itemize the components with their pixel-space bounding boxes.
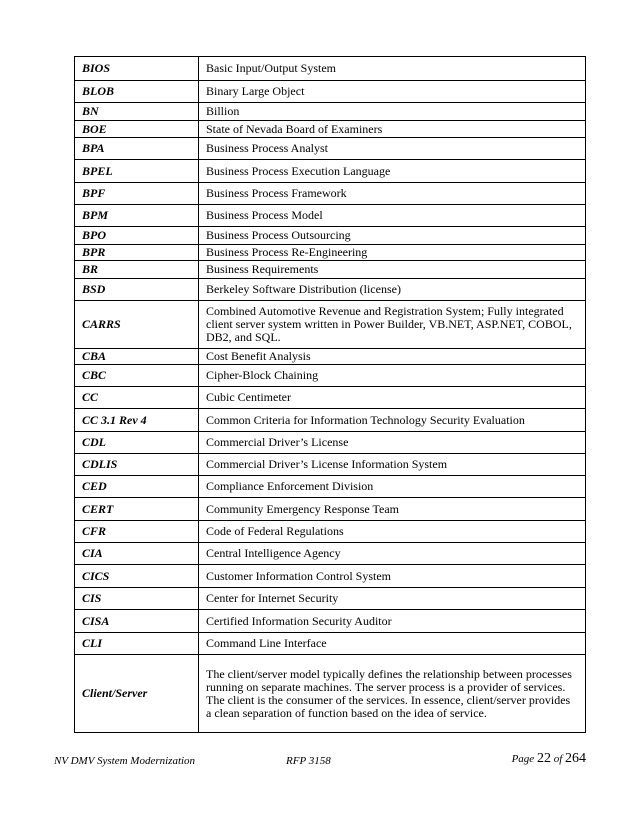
glossary-term: CIA bbox=[75, 543, 199, 565]
glossary-definition: Billion bbox=[199, 103, 586, 121]
glossary-row bbox=[75, 349, 586, 365]
glossary-term: BSD bbox=[75, 279, 199, 301]
glossary-term: CARRS bbox=[75, 301, 199, 349]
glossary-row bbox=[75, 205, 586, 227]
glossary-definition: Business Process Analyst bbox=[199, 138, 586, 160]
glossary-term: CDLIS bbox=[75, 454, 199, 476]
glossary-definition: Cubic Centimeter bbox=[199, 387, 586, 409]
glossary-term: BIOS bbox=[75, 57, 199, 81]
glossary-term: CLI bbox=[75, 633, 199, 655]
glossary-row bbox=[75, 610, 586, 633]
glossary-table bbox=[74, 56, 586, 733]
glossary-definition: Customer Information Control System bbox=[199, 565, 586, 588]
glossary-definition: Cost Benefit Analysis bbox=[199, 349, 586, 365]
glossary-definition: State of Nevada Board of Examiners bbox=[199, 121, 586, 138]
glossary-term: BPM bbox=[75, 205, 199, 227]
glossary-definition: Commercial Driver’s License Information System bbox=[199, 454, 586, 476]
glossary-term: CBA bbox=[75, 349, 199, 365]
glossary-definition: Central Intelligence Agency bbox=[199, 543, 586, 565]
glossary-row bbox=[75, 476, 586, 498]
glossary-row bbox=[75, 103, 586, 121]
glossary-term: BN bbox=[75, 103, 199, 121]
glossary-definition: Community Emergency Response Team bbox=[199, 498, 586, 521]
glossary-term: BPO bbox=[75, 227, 199, 245]
footer-page-label: Page bbox=[511, 753, 535, 765]
page-footer bbox=[54, 751, 586, 771]
glossary-row bbox=[75, 261, 586, 279]
glossary-row bbox=[75, 543, 586, 565]
glossary-term: CIS bbox=[75, 588, 199, 610]
glossary-row bbox=[75, 498, 586, 521]
glossary-term: CISA bbox=[75, 610, 199, 633]
glossary-row bbox=[75, 454, 586, 476]
glossary-definition: Basic Input/Output System bbox=[199, 57, 586, 81]
glossary-definition: Business Process Re-Engineering bbox=[199, 245, 586, 261]
glossary-definition: Business Process Outsourcing bbox=[199, 227, 586, 245]
glossary-term: BPA bbox=[75, 138, 199, 160]
glossary-definition: Business Process Execution Language bbox=[199, 160, 586, 183]
glossary-definition: Compliance Enforcement Division bbox=[199, 476, 586, 498]
glossary-definition: Command Line Interface bbox=[199, 633, 586, 655]
glossary-definition: Common Criteria for Information Technology Security Evaluation bbox=[199, 409, 586, 432]
glossary-definition: Business Process Model bbox=[199, 205, 586, 227]
glossary-definition: Berkeley Software Distribution (license) bbox=[199, 279, 586, 301]
glossary-row bbox=[75, 633, 586, 655]
glossary-row bbox=[75, 121, 586, 138]
footer-page-number: 22 bbox=[536, 751, 551, 766]
glossary-row bbox=[75, 245, 586, 261]
glossary-row bbox=[75, 409, 586, 432]
glossary-term: CC bbox=[75, 387, 199, 409]
glossary-definition: Commercial Driver’s License bbox=[199, 432, 586, 454]
glossary-term: BPEL bbox=[75, 160, 199, 183]
glossary-term: CDL bbox=[75, 432, 199, 454]
glossary-row bbox=[75, 138, 586, 160]
glossary-term: CED bbox=[75, 476, 199, 498]
footer-total-pages: 264 bbox=[565, 751, 586, 766]
glossary-row bbox=[75, 279, 586, 301]
glossary-definition: Code of Federal Regulations bbox=[199, 521, 586, 543]
footer-document-title: NV DMV System Modernization bbox=[54, 755, 196, 767]
glossary-definition: Combined Automotive Revenue and Registration System; Fully integrated client server system written in Power Builder, VB.NET, ASP.NET, COBOL, DB2, and SQL. bbox=[199, 301, 586, 349]
glossary-definition: Center for Internet Security bbox=[199, 588, 586, 610]
glossary-row bbox=[75, 57, 586, 81]
glossary-definition: Business Requirements bbox=[199, 261, 586, 279]
glossary-term: BR bbox=[75, 261, 199, 279]
glossary-term: BLOB bbox=[75, 81, 199, 103]
glossary-definition: Binary Large Object bbox=[199, 81, 586, 103]
glossary-term: CC 3.1 Rev 4 bbox=[75, 409, 199, 432]
glossary-row bbox=[75, 365, 586, 387]
glossary-term: CICS bbox=[75, 565, 199, 588]
footer-of-label: of bbox=[553, 753, 563, 765]
footer-rfp-number: RFP 3158 bbox=[286, 755, 331, 767]
glossary-definition: Certified Information Security Auditor bbox=[199, 610, 586, 633]
glossary-term: BOE bbox=[75, 121, 199, 138]
glossary-term: CERT bbox=[75, 498, 199, 521]
glossary-term: CBC bbox=[75, 365, 199, 387]
glossary-term: BPR bbox=[75, 245, 199, 261]
glossary-row bbox=[75, 160, 586, 183]
glossary-row bbox=[75, 432, 586, 454]
glossary-row bbox=[75, 565, 586, 588]
glossary-definition: Business Process Framework bbox=[199, 183, 586, 205]
glossary-row bbox=[75, 387, 586, 409]
glossary-row bbox=[75, 655, 586, 733]
glossary-row bbox=[75, 588, 586, 610]
glossary-row bbox=[75, 521, 586, 543]
glossary-row bbox=[75, 227, 586, 245]
glossary-definition: The client/server model typically defines the relationship between processes running on separate machines. The server process is a provider of services. The client is the consumer of the services. In essence, client/server provides a clean separation of function based on the idea of service. bbox=[199, 655, 586, 733]
glossary-body bbox=[75, 57, 586, 733]
glossary-definition: Cipher-Block Chaining bbox=[199, 365, 586, 387]
glossary-row bbox=[75, 183, 586, 205]
footer-page-indicator bbox=[512, 751, 586, 767]
glossary-term: BPF bbox=[75, 183, 199, 205]
glossary-term: CFR bbox=[75, 521, 199, 543]
glossary-row bbox=[75, 301, 586, 349]
glossary-row bbox=[75, 81, 586, 103]
glossary-term: Client/Server bbox=[75, 655, 199, 733]
